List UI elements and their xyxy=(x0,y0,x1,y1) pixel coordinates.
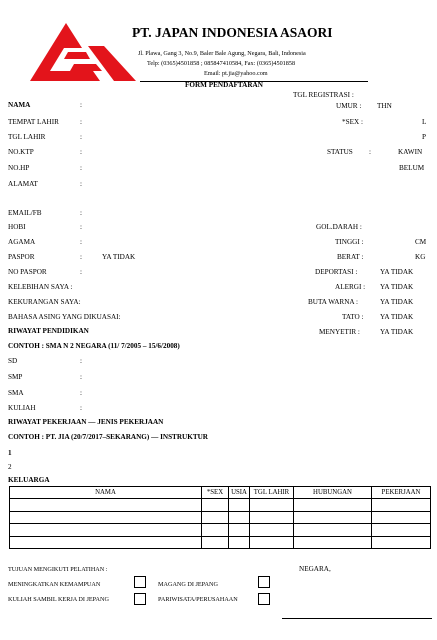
tinggi-label: TINGGI : xyxy=(335,238,364,246)
deportasi-label: DEPORTASI : xyxy=(315,268,358,276)
tato-label: TATO : xyxy=(342,313,364,321)
tujuan-option-pariwisata: PARIWISATA/PERUSAHAAN xyxy=(158,596,238,603)
colon: : xyxy=(80,133,82,141)
sex-p: P xyxy=(422,133,426,141)
email-label: EMAIL/FB xyxy=(8,209,42,217)
pendidikan-contoh: CONTOH : SMA N 2 NEGARA (11/ 7/2005 – 15/6/2008) xyxy=(8,342,180,350)
kekurangan-label: KEKURANGAN SAYA: xyxy=(8,298,81,306)
col-tgl-lahir: TGL LAHIR xyxy=(250,487,294,499)
tujuan-heading: TUJUAN MENGIKUTI PELATIHAN : xyxy=(8,566,108,573)
sex-l: L xyxy=(422,118,427,126)
tujuan-option-kuliah: KULIAH SAMBIL KERJA DI JEPANG xyxy=(8,596,109,603)
no-hp-label: NO.HP xyxy=(8,164,30,172)
tgl-registrasi-label: TGL REGISTRASI : xyxy=(293,91,354,99)
tato-ya-tidak: YA TIDAK xyxy=(380,313,414,321)
colon: : xyxy=(369,148,371,156)
col-hubungan: HUBUNGAN xyxy=(294,487,372,499)
menyetir-ya-tidak: YA TIDAK xyxy=(380,328,414,336)
pekerjaan-heading: RIWAYAT PEKERJAAN — JENIS PEKERJAAN xyxy=(8,418,164,426)
tempat-lahir-label: TEMPAT LAHIR xyxy=(8,118,59,126)
table-row[interactable] xyxy=(10,511,431,523)
status-label: STATUS xyxy=(327,148,353,156)
colon: : xyxy=(80,223,82,231)
hobi-label: HOBI xyxy=(8,223,26,231)
status-belum: BELUM xyxy=(399,164,425,172)
company-phone: Telp: (0365)4501858 ; 085847410584, Fax: (0365)4501858 xyxy=(147,60,296,67)
tujuan-option-magang: MAGANG DI JEPANG xyxy=(158,581,218,588)
pendidikan-heading: RIWAYAT PENDIDIKAN xyxy=(8,327,89,335)
tujuan-option-meningkatkan: MENINGKATKAN KEMAMPUAN xyxy=(8,581,101,588)
table-row[interactable] xyxy=(10,499,431,511)
agama-label: AGAMA xyxy=(8,238,36,246)
form-title: FORM PENDAFTARAN xyxy=(185,81,263,89)
company-name: PT. JAPAN INDONESIA ASAORI xyxy=(132,25,333,40)
colon: : xyxy=(80,164,82,172)
colon: : xyxy=(80,253,82,261)
buta-warna-label: BUTA WARNA : xyxy=(308,298,359,306)
colon: : xyxy=(80,118,82,126)
no-paspor-label: NO PASPOR xyxy=(8,268,47,276)
company-email: Email: pt.jia@yahoo.com xyxy=(204,70,268,77)
sex-label: *SEX : xyxy=(342,118,363,126)
company-logo-icon xyxy=(30,18,136,81)
keluarga-table xyxy=(9,486,431,549)
col-pekerjaan: PEKERJAAN xyxy=(372,487,431,499)
table-row[interactable] xyxy=(10,536,431,548)
berat-unit: KG xyxy=(415,253,426,261)
deportasi-ya-tidak: YA TIDAK xyxy=(380,268,414,276)
pekerjaan-item-1: 1 xyxy=(8,449,12,457)
buta-warna-ya-tidak: YA TIDAK xyxy=(380,298,414,306)
paspor-ya-tidak: YA TIDAK xyxy=(102,253,136,261)
nama-label: NAMA xyxy=(8,101,31,109)
col-sex: *SEX xyxy=(202,487,229,499)
alamat-label: ALAMAT xyxy=(8,180,38,188)
colon: : xyxy=(80,180,82,188)
alergi-label: ALERGI : xyxy=(335,283,366,291)
alergi-ya-tidak: YA TIDAK xyxy=(380,283,414,291)
bahasa-label: BAHASA ASING YANG DIKUASAI: xyxy=(8,313,121,321)
keluarga-heading: KELUARGA xyxy=(8,476,50,484)
colon: : xyxy=(80,357,82,365)
pekerjaan-contoh: CONTOH : PT. JIA (20/7/2017–SEKARANG) — INSTRUKTUR xyxy=(8,433,209,441)
pendidikan-sma: SMA xyxy=(8,389,24,397)
kuliah-checkbox[interactable] xyxy=(134,593,146,605)
meningkatkan-checkbox[interactable] xyxy=(134,576,146,588)
gol-darah-label: GOL.DARAH : xyxy=(316,223,362,231)
colon: : xyxy=(80,404,82,412)
umur-unit: THN xyxy=(377,102,392,110)
paspor-label: PASPOR xyxy=(8,253,35,261)
menyetir-label: MENYETIR : xyxy=(319,328,360,336)
pendidikan-sd: SD xyxy=(8,357,18,365)
col-nama: NAMA xyxy=(10,487,202,499)
magang-checkbox[interactable] xyxy=(258,576,270,588)
tinggi-unit: CM xyxy=(415,238,427,246)
table-row[interactable] xyxy=(10,524,431,536)
colon: : xyxy=(80,238,82,246)
no-ktp-label: NO.KTP xyxy=(8,148,34,156)
pendidikan-smp: SMP xyxy=(8,373,23,381)
berat-label: BERAT : xyxy=(337,253,364,261)
pariwisata-checkbox[interactable] xyxy=(258,593,270,605)
umur-label: UMUR : xyxy=(336,102,362,110)
pekerjaan-item-2: 2 xyxy=(8,463,12,471)
tgl-lahir-label: TGL LAHIR xyxy=(8,133,46,141)
colon: : xyxy=(80,148,82,156)
colon: : xyxy=(80,389,82,397)
kelebihan-label: KELEBIHAN SAYA : xyxy=(8,283,73,291)
signature-line[interactable] xyxy=(282,618,432,619)
colon: : xyxy=(80,101,82,109)
table-header-row xyxy=(10,487,431,499)
pendidikan-kuliah: KULIAH xyxy=(8,404,36,412)
status-kawin: KAWIN xyxy=(398,148,423,156)
col-usia: USIA xyxy=(229,487,250,499)
colon: : xyxy=(80,268,82,276)
company-address: Jl. Plawa, Gang 3, No.9, Baler Bale Agung, Negara, Bali, Indonesia xyxy=(138,50,306,57)
colon: : xyxy=(80,373,82,381)
colon: : xyxy=(80,209,82,217)
negara-label: NEGARA, xyxy=(299,565,331,573)
